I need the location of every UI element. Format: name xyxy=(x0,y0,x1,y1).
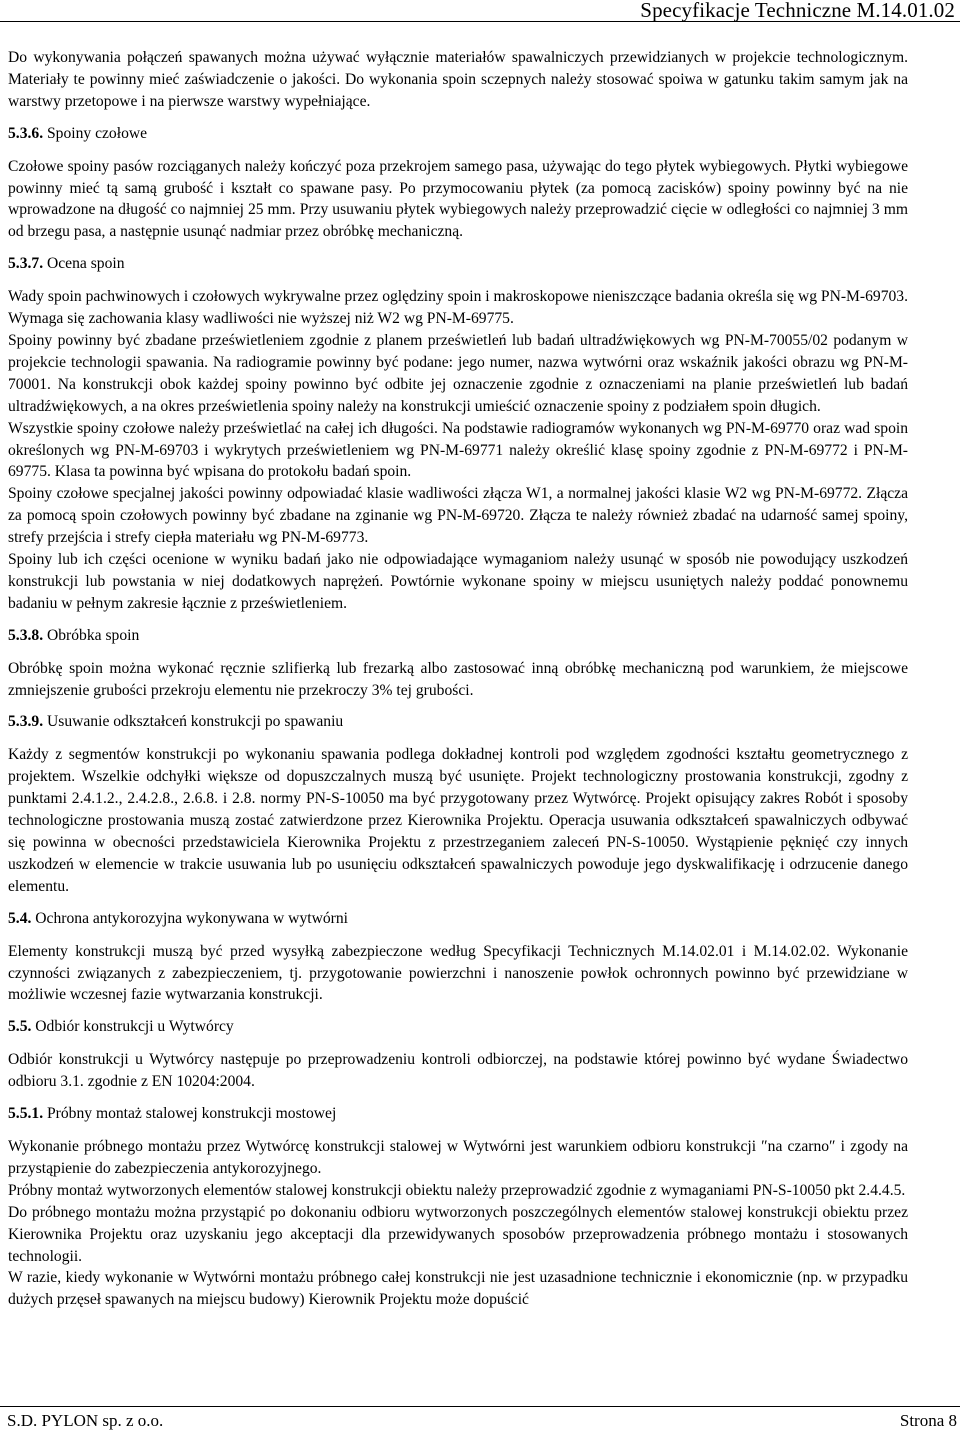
section-heading xyxy=(8,908,908,930)
section-title: Obróbka spoin xyxy=(47,626,140,644)
page-footer xyxy=(0,1406,960,1439)
section-title: Ocena spoin xyxy=(47,255,125,273)
paragraph: Obróbkę spoin można wykonać ręcznie szlifierką lub frezarką albo zastosować inną obróbkę mechaniczną pod warunkiem, że miejscowe zmniejszenie grubości przekroju elementu nie przekroczy 3% tej grubości. xyxy=(8,659,908,699)
section-number: 5.3.7. xyxy=(8,255,44,273)
paragraph: Wady spoin pachwinowych i czołowych wykrywalne przez oględziny spoin i makroskopowe nieniszczące badania określa się wg PN-M-69703. Wymaga się zachowania klasy wadliwości nie wyższej niż W2 wg PN-M-69775. xyxy=(8,288,908,328)
section-title: Ochrona antykorozyjna wykonywana w wytwórni xyxy=(35,909,348,927)
section-title: Próbny montaż stalowej konstrukcji mostowej xyxy=(47,1105,337,1123)
section-number: 5.3.9. xyxy=(8,713,44,731)
paragraph: Próbny montaż wytworzonych elementów stalowej konstrukcji obiektu należy przeprowadzić zgodnie z wymaganiami PN-S-10050 pkt 2.4.4.5. xyxy=(8,1181,906,1199)
paragraph: W razie, kiedy wykonanie w Wytwórni montażu próbnego całej konstrukcji nie jest uzasadnione technicznie i ekonomicznie (np. w przypadku dużych przęseł spawanych na miejscu budowy) Kierownik Projektu może dopuścić xyxy=(8,1269,908,1309)
paragraph: Do wykonywania połączeń spawanych można używać wyłącznie materiałów spawalniczych przewidzianych w projekcie technologicznym. Materiały te powinny mieć zaświadczenie o jakości. Do wykonania spoin sczepnych należy stosować spoiwa w gatunku takim samym jak na warstwy przetopowe i na pierwsze warstwy wypełniające. xyxy=(8,49,908,110)
footer-page-number: Strona 8 xyxy=(899,1411,957,1430)
paragraph: Każdy z segmentów konstrukcji po wykonaniu spawania podlega dokładnej kontroli pod względem zgodności kształtu geometrycznego z projektem. Wszelkie odchyłki większe od dopuszczalnych muszą być usunięte. Projekt technologiczny prostowania konstrukcji, zgodny z punktami 2.4.1.2., 2.4.2.8., 2.6.8. i 2.8. normy PN-S-10050 ma być przygotowany przez Wytwórcę. Projekt opisujący zakres Robót i sposoby technologiczne prostowania muszą zostać zatwierdzone przez Kierownika Projektu. Operacja usuwania odkształceń spawalniczych odbywać się powinna w obecności przedstawiciela Kierownika Projektu z przestrzeganiem zaleceń PN-S-10050. Wystąpienie pęknięć czy innych uszkodzeń w elemencie w trakcie usuwania lub po usunięciu odkształceń spawalniczych powoduje jego dyskwalifikację i odrzucenie danego elementu. xyxy=(8,746,908,895)
section-heading xyxy=(8,123,908,145)
section-number: 5.3.6. xyxy=(8,124,44,142)
section-heading xyxy=(8,1103,908,1125)
footer-company: S.D. PYLON sp. z o.o. xyxy=(7,1411,164,1430)
document-title: Specyfikacje Techniczne M.14.01.02 xyxy=(640,0,955,22)
paragraph: Elementy konstrukcji muszą być przed wysyłką zabezpieczone według Specyfikacji Technicznych M.14.02.01 i M.14.02.02. Wykonanie czynności związanych z zabezpieczeniem, tj. przygotowanie powierzchni i nanoszenie powłok ochronnych powinno być przewidziane w możliwie wczesnej fazie wytwarzania konstrukcji. xyxy=(8,942,908,1004)
paragraph: Czołowe spoiny pasów rozciąganych należy kończyć poza przekrojem samego pasa, używając do tego płytek wybiegowych. Płytki wybiegowe powinny mieć tą samą grubość i kształt co spawane pasy. Po przymocowaniu płytek (za pomocą zacisków) spoiny powinny być na nie wprowadzone na długość co najmniej 25 mm. Przy usuwaniu płytek wybiegowych należy przeprowadzić cięcie w odległości co najmniej 3 mm od brzegu pasa, a następnie usunąć nadmiar przez obróbkę mechaniczną. xyxy=(8,157,908,241)
section-title: Spoiny czołowe xyxy=(47,124,148,142)
section-heading xyxy=(8,253,908,275)
paragraph: Wykonanie próbnego montażu przez Wytwórcę konstrukcji stalowej w Wytwórni jest warunkiem odbioru konstrukcji ″na czarno″ i zgody na przystąpienie do zabezpieczenia antykorozyjnego. xyxy=(8,1137,908,1177)
section-heading xyxy=(8,625,908,647)
section-heading xyxy=(8,711,908,733)
section-number: 5.5. xyxy=(8,1018,32,1036)
document-body xyxy=(8,47,908,1311)
section-heading xyxy=(8,1016,908,1038)
section-number: 5.5.1. xyxy=(8,1105,44,1123)
section-number: 5.4. xyxy=(8,909,32,927)
paragraph: Spoiny powinny być zbadane prześwietleniem zgodnie z planem prześwietleń lub badań ultradźwiękowych wg PN-M-70055/02 podanym w projekcie technologii spawania. Na radiogramie powinny być podane: jego numer, nazwa wytwórni oraz wskaźnik jakości obrazu wg PN-M-70001. Na konstrukcji obok każdej spoiny powinno być odbite jej oznaczenie zgodnie z oznaczeniami na planie prześwietleń lub badań ultradźwiękowych, a na okres prześwietlenia spoiny należy na konstrukcji umieścić oznaczenie spoiny z podziałem spoin długich. xyxy=(8,331,908,415)
page-header xyxy=(0,0,960,22)
paragraph: Odbiór konstrukcji u Wytwórcy następuje po przeprowadzeniu kontroli odbiorczej, na podstawie której powinno być wydane Świadectwo odbioru 3.1. zgodnie z EN 10204:2004. xyxy=(8,1051,908,1091)
paragraph: Spoiny czołowe specjalnej jakości powinny odpowiadać klasie wadliwości złącza W1, a normalnej jakości klasie W2 wg PN-M-69772. Złącza za pomocą spoin czołowych powinny być zbadane na zginanie wg PN-M-69720. Złącza te należy również zbadać na udarność samej spoiny, strefy przejścia i strefy ciepła materiału wg PN-M-69773. xyxy=(8,485,908,547)
section-title: Usuwanie odkształceń konstrukcji po spawaniu xyxy=(47,713,344,731)
paragraph: Wszystkie spoiny czołowe należy prześwietlać na całej ich długości. Na podstawie radiogramów wykonanych wg PN-M-69770 oraz wad spoin określonych wg PN-M-69703 i wykrytych prześwietleniem wg PN-M-69771 należy określić klasę spoiny zgodnie z PN-M-69772 i PN-M-69775. Klasa ta powinna być wpisana do protokołu badań spoin. xyxy=(8,419,908,481)
section-number: 5.3.8. xyxy=(8,626,44,644)
paragraph: Do próbnego montażu można przystąpić po dokonaniu odbioru wytworzonych poszczególnych elementów stalowej konstrukcji obiektu przez Kierownika Projektu oraz uzyskaniu jego akceptacji dla przewidywanych sposobów przeprowadzenia próbnego montażu i stosowanych technologii. xyxy=(8,1203,908,1265)
section-title: Odbiór konstrukcji u Wytwórcy xyxy=(35,1018,234,1036)
paragraph: Spoiny lub ich części ocenione w wyniku badań jako nie odpowiadające wymaganiom należy usunąć w sposób nie powodujący uszkodzeń konstrukcji lub powstania w niej dodatkowych naprężeń. Powtórnie wykonane spoiny w miejscu usuniętych należy poddać ponownemu badaniu w pełnym zakresie łącznie z prześwietleniem. xyxy=(8,551,908,612)
